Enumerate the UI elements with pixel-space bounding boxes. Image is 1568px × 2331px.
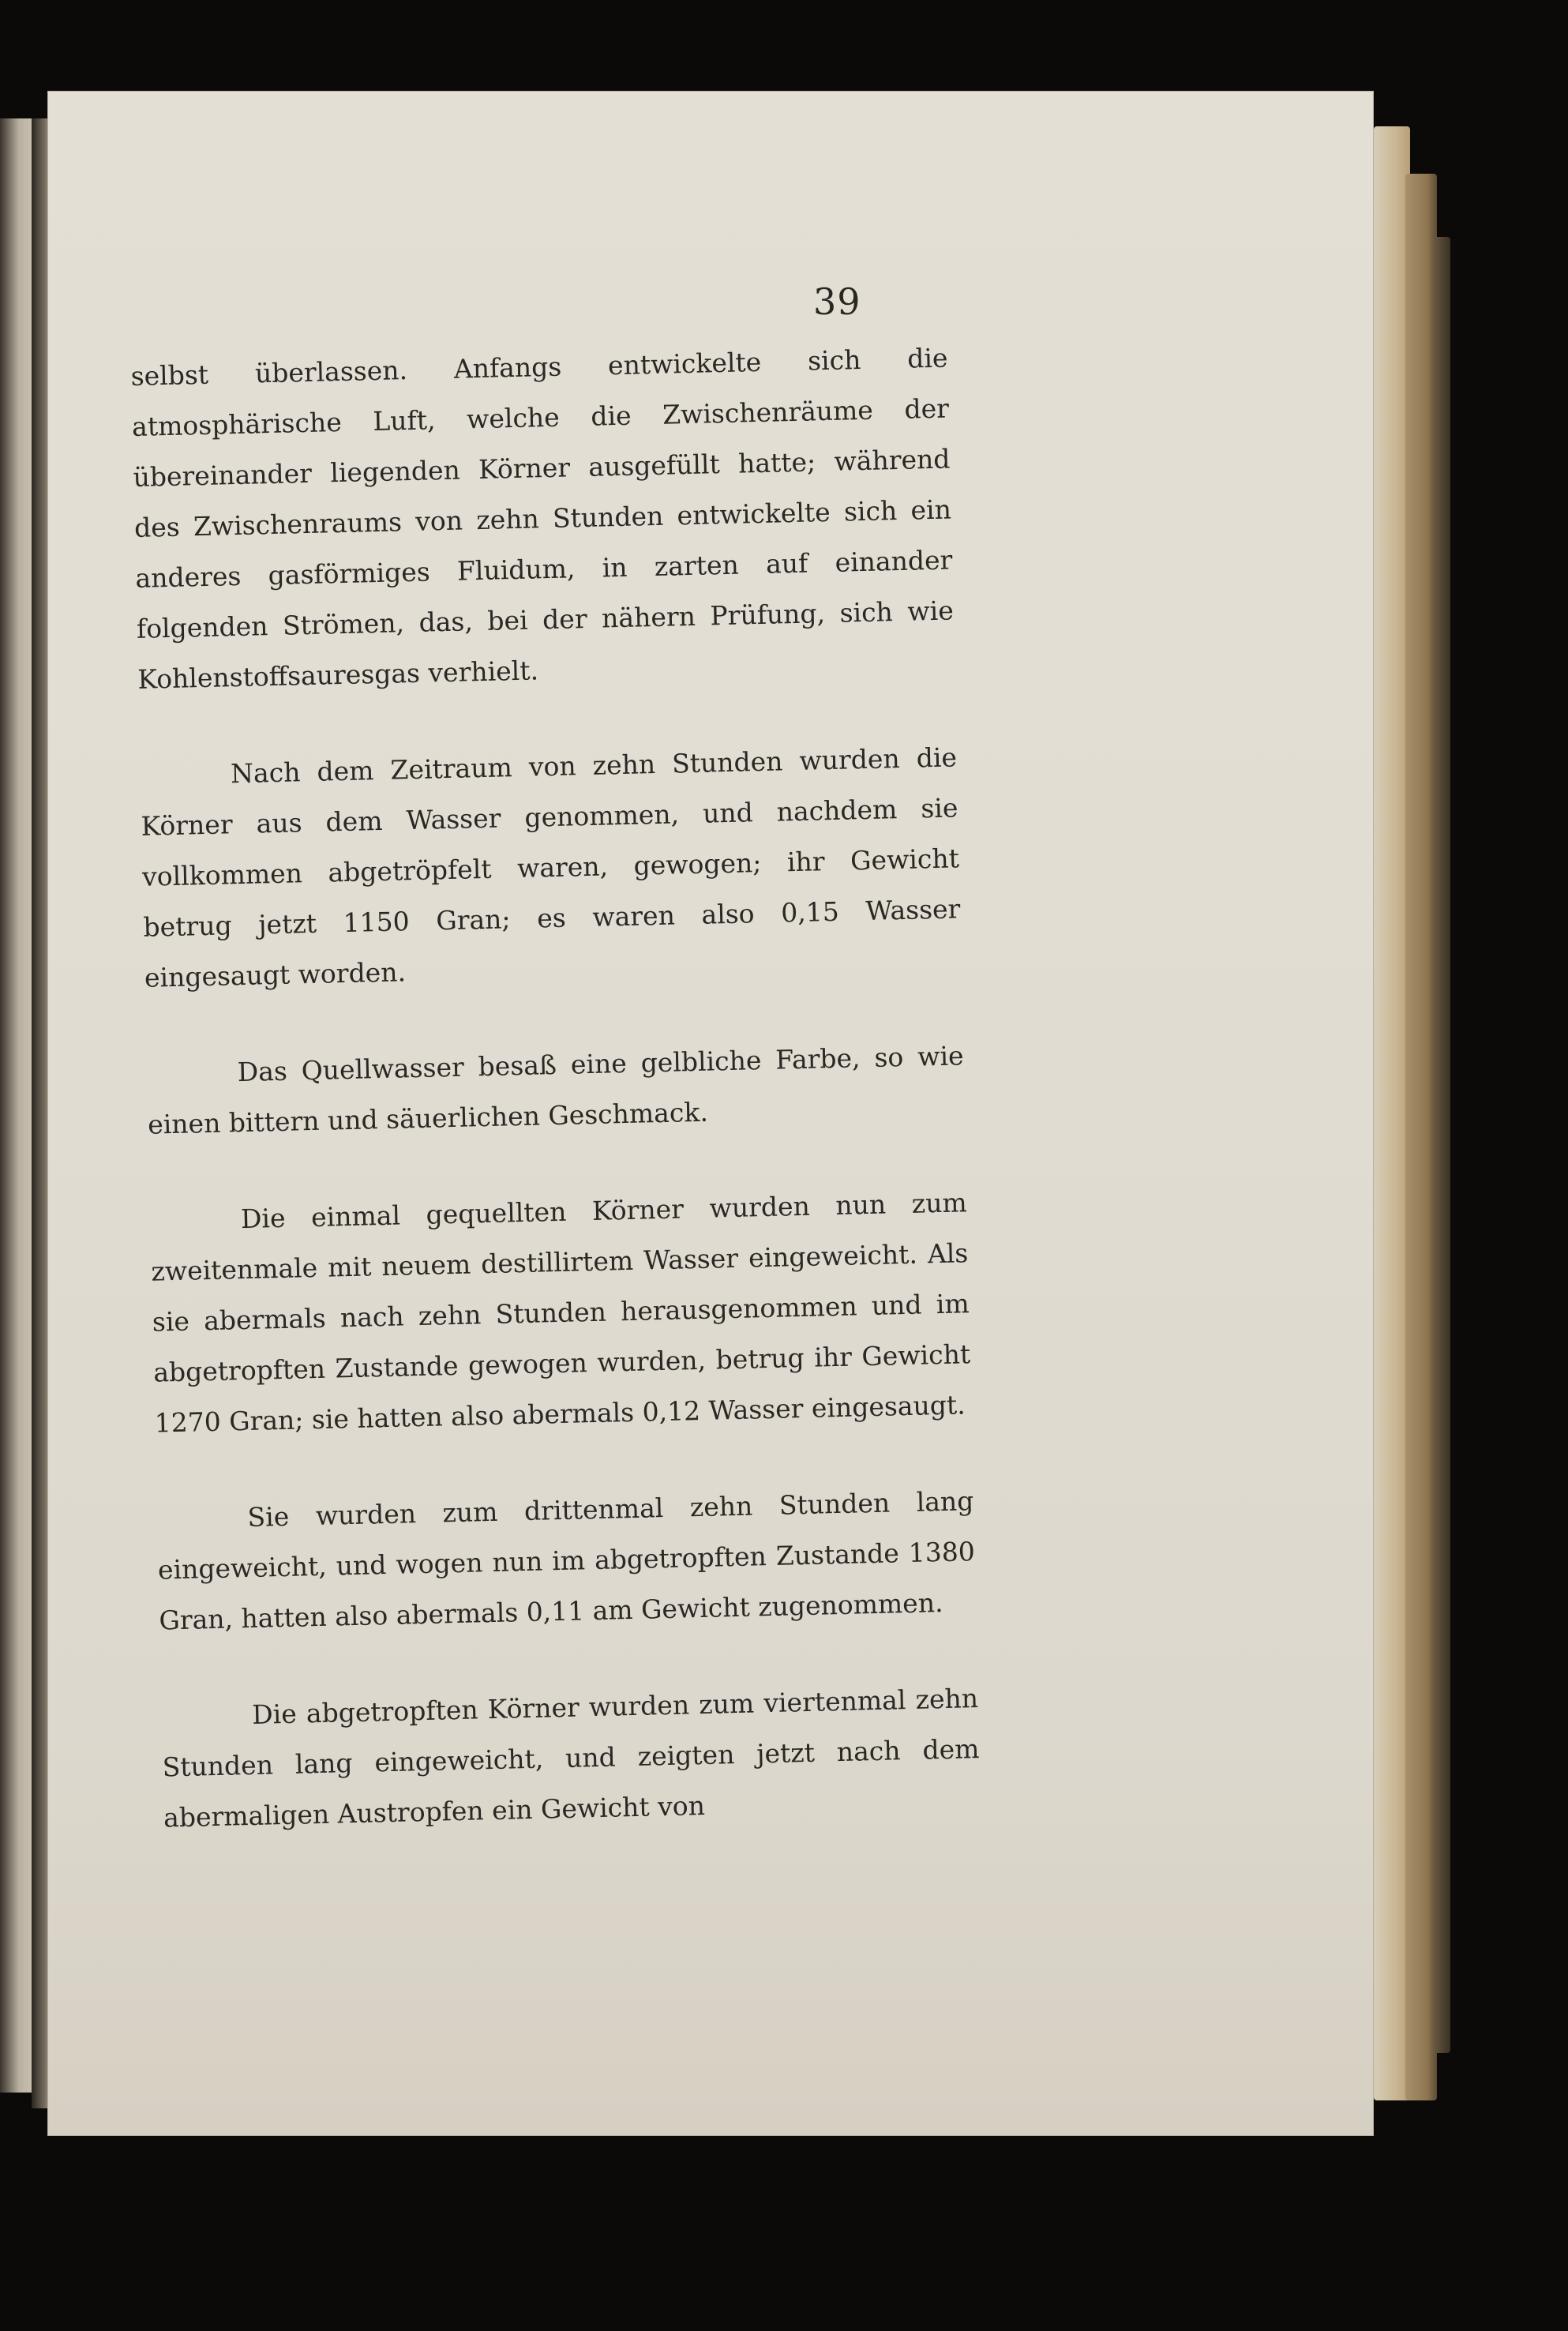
paragraph: Sie wurden zum drittenmal zehn Stunden lang eingeweicht, und wogen nun im abgetropften Zustande 1380 Gran, hatten also abermals 0,11 am Gewicht zugenommen. (157, 1485, 976, 1636)
paragraph: selbst überlassen. Anfangs entwickelte sich die atmosphärische Luft, welche die Zwischenräume der übereinander liegenden Körner ausgefüllt hatte; während des Zwischenraums von zehn Stunden entwickelte sich ein anderes gasförmiges Fluidum, in zarten auf einander folgenden Strömen, das, bei der nähern Prüfung, sich wie Kohlenstoffsauresgas verhielt. (130, 342, 955, 695)
paragraph: Nach dem Zeitraum von zehn Stunden wurden die Körner aus dem Wasser genommen, und nachdem sie vollkommen abgetröpfelt waren, gewogen; ihr Gewicht betrug jetzt 1150 Gran; es waren also 0,15 Wasser eingesaugt worden. (141, 741, 961, 993)
paragraph: Die abgetropften Körner wurden zum viertenmal zehn Stunden lang eingeweicht, und zeigten jetzt nach dem abermaligen Austropfen ein Gewicht von (162, 1683, 980, 1834)
paragraph: Das Quellwasser besaß eine gelbliche Farbe, so wie einen bittern und säuerlichen Geschmack. (147, 1040, 964, 1140)
paragraph: Die einmal gequellten Körner wurden nun zum zweitenmale mit neuem destillirtem Wasser eingeweicht. Als sie abermals nach zehn Stunden herausgenommen und im abgetropften Zustande gewogen wurden, betrug ihr Gewicht 1270 Gran; sie hatten also abermals 0,12 Wasser eingesaugt. (150, 1187, 971, 1439)
page-number: 39 (813, 280, 861, 323)
body-text (130, 333, 982, 1890)
page-edge-mid (1405, 174, 1437, 2100)
page-edge-dark (1433, 237, 1450, 2053)
